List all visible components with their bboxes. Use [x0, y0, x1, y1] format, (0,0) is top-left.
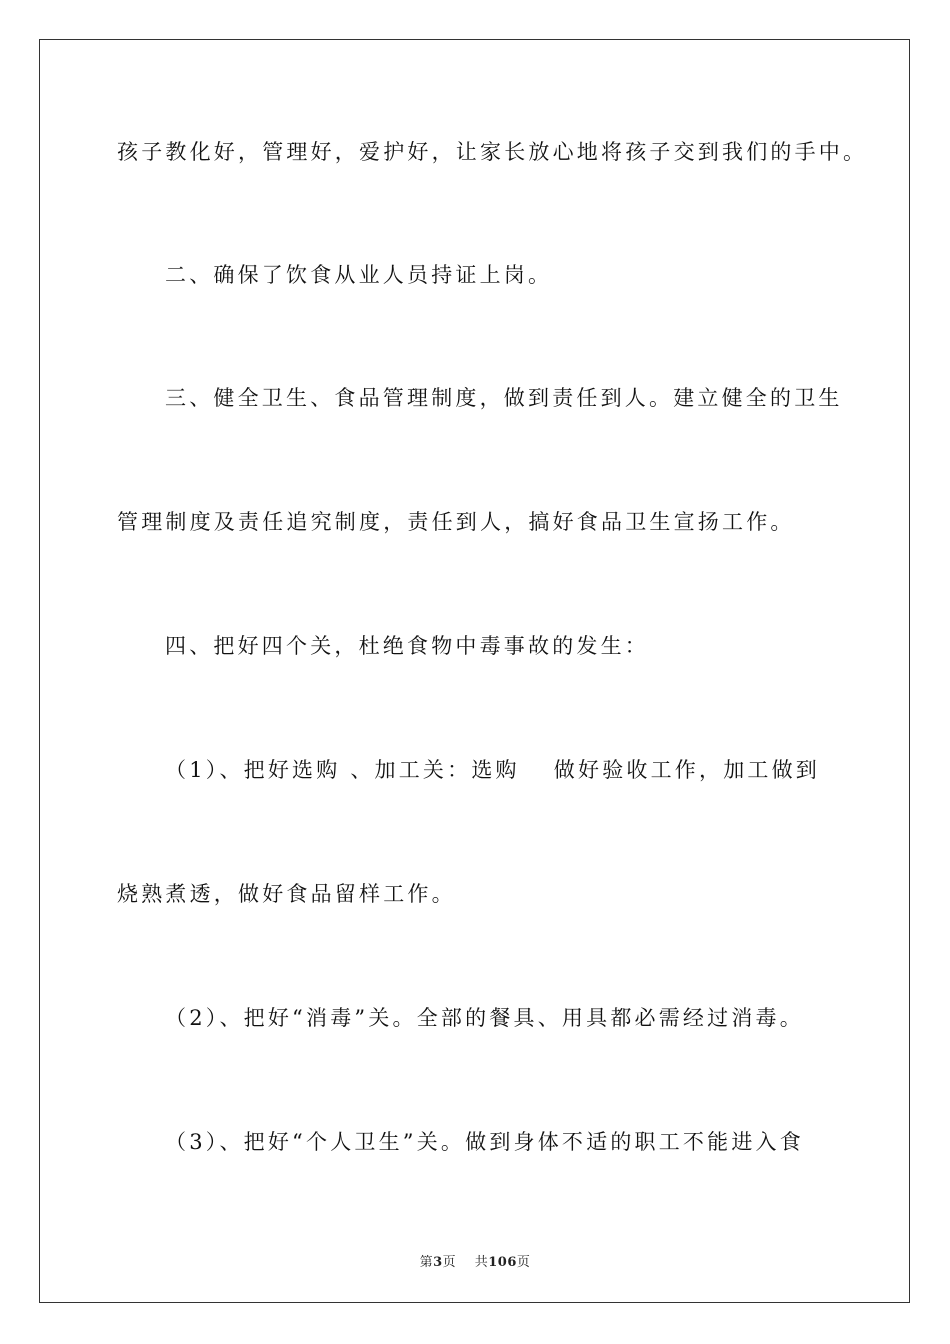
paragraph-line-9: （3）、把好“个人卫生”关。做到身体不适的职工不能进入食	[165, 1130, 804, 1154]
footer-total-number: 106	[488, 1255, 517, 1270]
page-border	[39, 39, 910, 1303]
paragraph-line-7: 烧熟煮透，做好食品留样工作。	[117, 882, 456, 906]
paragraph-line-2: 二、确保了饮食从业人员持证上岗。	[165, 263, 553, 287]
paragraph-line-6: （1）、把好选购 、加工关：选购 做好验收工作，加工做到	[165, 758, 821, 782]
footer-page-prefix: 第	[419, 1255, 434, 1270]
paragraph-line-4: 管理制度及责任追究制度，责任到人，搞好食品卫生宣扬工作。	[117, 510, 795, 534]
paragraph-line-3: 三、健全卫生、食品管理制度，做到责任到人。建立健全的卫生	[165, 386, 843, 410]
footer-total-suffix: 页	[516, 1255, 531, 1270]
paragraph-line-5: 四、把好四个关，杜绝食物中毒事故的发生：	[165, 634, 649, 658]
page-footer	[0, 1251, 950, 1270]
paragraph-line-8: （2）、把好“消毒”关。全部的餐具、用具都必需经过消毒。	[165, 1006, 804, 1030]
footer-page-suffix: 页	[442, 1255, 457, 1270]
paragraph-line-1: 孩子教化好，管理好，爱护好，让家长放心地将孩子交到我们的手中。	[117, 140, 868, 164]
footer-page-number: 3	[433, 1255, 443, 1270]
footer-total-prefix: 共	[474, 1255, 489, 1270]
